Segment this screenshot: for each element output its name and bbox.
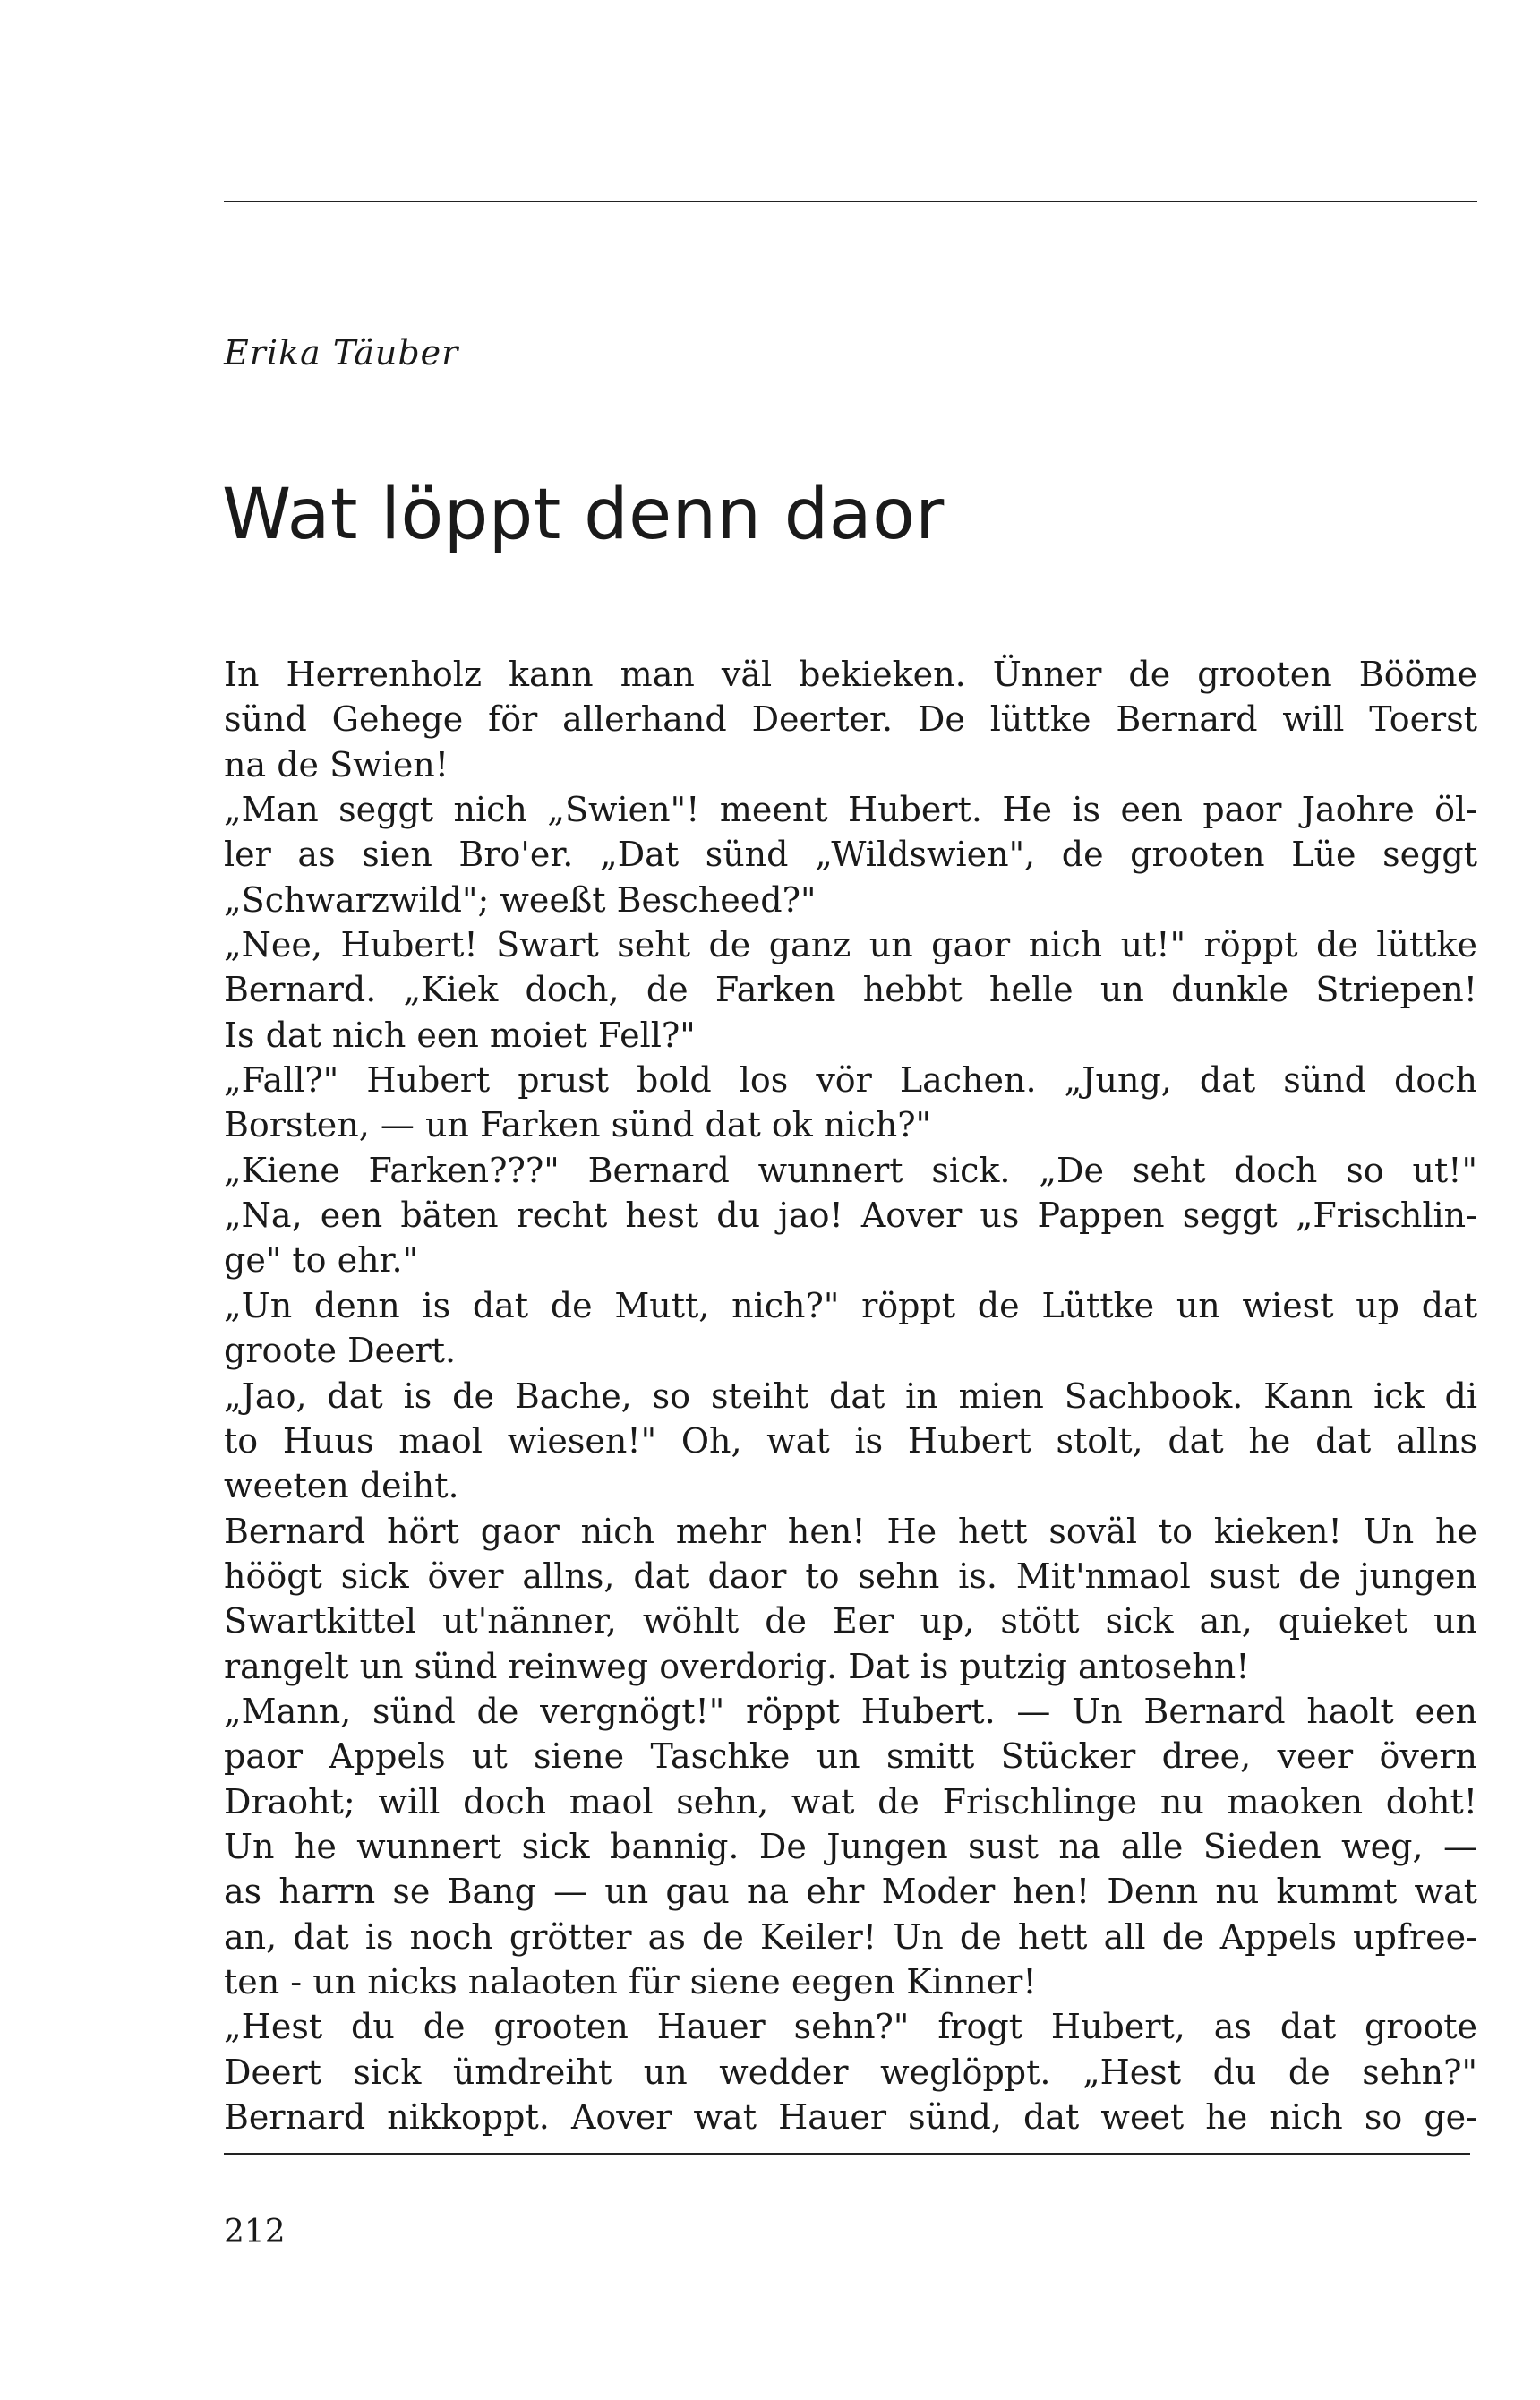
- author-name: Erika Täuber: [224, 333, 459, 373]
- story-body: [224, 652, 1477, 2139]
- text-line: an, dat is noch grötter as de Keiler! Un de hett all de Appels upfree-: [224, 1916, 1477, 1957]
- text-line: Bernard. „Kiek doch, de Farken hebbt helle un dunkle Striepen!: [224, 970, 1477, 1010]
- text-line: weeten deiht.: [224, 1466, 459, 1506]
- text-line: „Mann, sünd de vergnögt!" röppt Hubert. — Un Bernard haolt een: [224, 1691, 1477, 1731]
- text-line: Bernard hört gaor nich mehr hen! He hett soväl to kieken! Un he: [224, 1511, 1477, 1551]
- text-line: ge" to ehr.": [224, 1240, 419, 1281]
- text-line: Is dat nich een moiet Fell?": [224, 1015, 696, 1055]
- text-line: paor Appels ut siene Taschke un smitt Stücker dree, veer övern: [224, 1736, 1477, 1777]
- text-line: ten - un nicks nalaoten für siene eegen Kinner!: [224, 1961, 1037, 2001]
- text-line: to Huus maol wiesen!" Oh, wat is Hubert stolt, dat he dat allns: [224, 1420, 1477, 1461]
- text-line: In Herrenholz kann man väl bekieken. Ünner de grooten Bööme: [224, 655, 1477, 694]
- text-line: sünd Gehege för allerhand Deerter. De lüttke Bernard will Toerst: [224, 699, 1477, 740]
- text-line: Deert sick ümdreiht un wedder weglöppt. „Hest du de sehn?": [224, 2052, 1477, 2092]
- text-line: Swartkittel ut'nänner, wöhlt de Eer up, stött sick an, quieket un: [224, 1601, 1477, 1641]
- text-line: rangelt un sünd reinweg overdorig. Dat is putzig antosehn!: [224, 1646, 1250, 1686]
- text-line: na de Swien!: [224, 744, 449, 784]
- text-line: „Jao, dat is de Bache, so steiht dat in mien Sachbook. Kann ick di: [224, 1376, 1477, 1416]
- header-rule: [224, 201, 1477, 202]
- page-number: 212: [224, 2214, 286, 2250]
- footer-rule: [224, 2153, 1470, 2155]
- text-line: „Schwarzwild"; weeßt Bescheed?": [224, 879, 817, 920]
- text-line: „Nee, Hubert! Swart seht de ganz un gaor nich ut!" röppt de lüttke: [224, 925, 1477, 965]
- text-line: Draoht; will doch maol sehn, wat de Frischlinge nu maoken doht!: [224, 1781, 1477, 1821]
- text-line: „Un denn is dat de Mutt, nich?" röppt de Lüttke un wiest up dat: [224, 1285, 1477, 1325]
- text-line: as harrn se Bang — un gau na ehr Moder hen! Denn nu kummt wat: [224, 1872, 1477, 1912]
- text-line: ler as sien Bro'er. „Dat sünd „Wildswien", de grooten Lüe seggt: [224, 835, 1477, 875]
- text-line: groote Deert.: [224, 1331, 457, 1371]
- story-title: Wat löppt denn daor: [222, 475, 945, 555]
- text-line: „Hest du de grooten Hauer sehn?" frogt Hubert, as dat groote: [224, 2007, 1477, 2047]
- text-line: „Fall?" Hubert prust bold los vör Lachen. „Jung, dat sünd doch: [224, 1060, 1477, 1101]
- text-line: „Na, een bäten recht hest du jao! Aover us Pappen seggt „Frischlin-: [224, 1196, 1477, 1236]
- text-line: Un he wunnert sick bannig. De Jungen sust na alle Sieden weg, —: [224, 1826, 1477, 1866]
- text-line: höögt sick över allns, dat daor to sehn is. Mit'nmaol sust de jungen: [224, 1556, 1477, 1596]
- text-line: „Kiene Farken???" Bernard wunnert sick. „De seht doch so ut!": [224, 1150, 1477, 1190]
- text-line: „Man seggt nich „Swien"! meent Hubert. He is een paor Jaohre öl-: [224, 790, 1477, 830]
- text-line: Borsten, — un Farken sünd dat ok nich?": [224, 1105, 932, 1145]
- text-line: Bernard nikkoppt. Aover wat Hauer sünd, dat weet he nich so ge-: [224, 2097, 1477, 2137]
